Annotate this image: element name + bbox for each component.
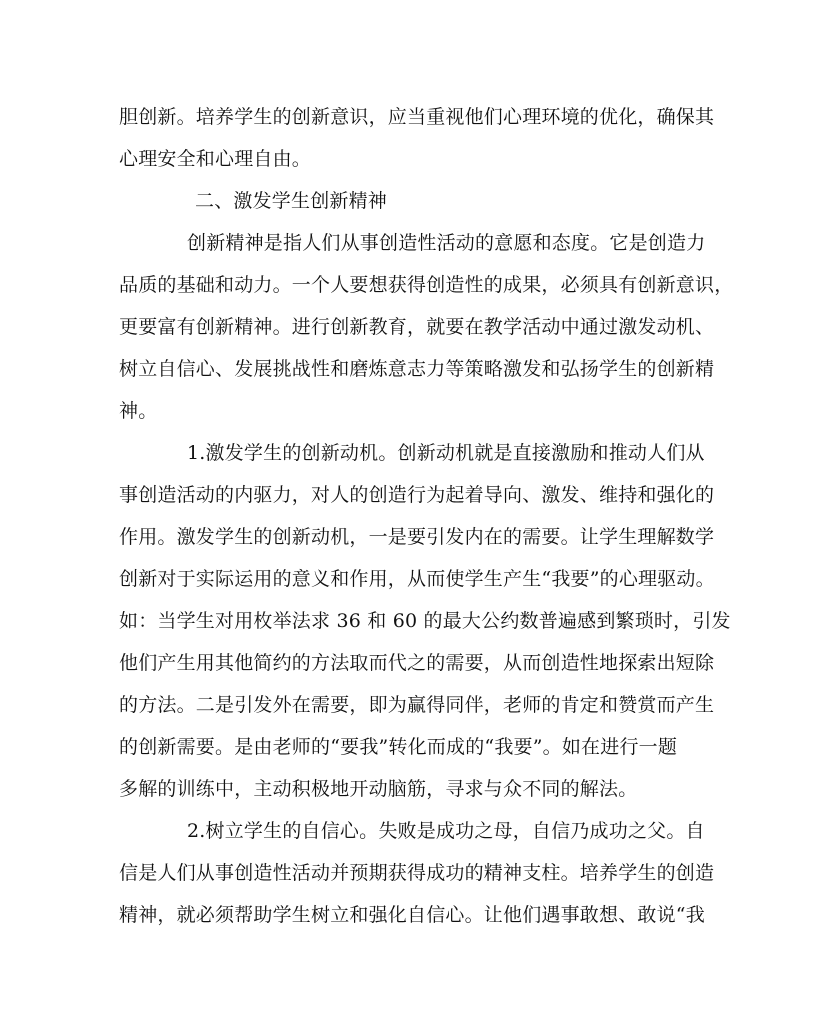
paragraph-line: 创新对于实际运用的意义和作用，从而使学生产生“我要”的心理驱动。: [119, 568, 715, 590]
paragraph-line: 事创造活动的内驱力，对人的创造行为起着导向、激发、维持和强化的: [119, 484, 715, 506]
paragraph-line: 信是人们从事创造性活动并预期获得成功的精神支柱。培养学生的创造: [119, 862, 715, 884]
paragraph-line: 胆创新。培养学生的创新意识，应当重视他们心理环境的优化，确保其: [119, 106, 715, 128]
paragraph-line: 如：当学生对用枚举法求 36 和 60 的最大公约数普遍感到繁琐时，引发: [119, 610, 731, 632]
paragraph-line: 精神，就必须帮助学生树立和强化自信心。让他们遇事敢想、敢说“我: [119, 904, 705, 926]
paragraph-line: 心理安全和心理自由。: [119, 148, 312, 170]
paragraph-line: 的创新需要。是由老师的“要我”转化而成的“我要”。如在进行一题: [119, 736, 678, 758]
paragraph-line: 作用。激发学生的创新动机，一是要引发内在的需要。让学生理解数学: [119, 526, 715, 548]
paragraph-line: 1.激发学生的创新动机。创新动机就是直接激励和推动人们从: [187, 442, 705, 464]
paragraph-line: 品质的基础和动力。一个人要想获得创造性的成果，必须具有创新意识，: [119, 274, 734, 296]
paragraph-line: 更要富有创新精神。进行创新教育，就要在教学活动中通过激发动机、: [119, 316, 715, 338]
paragraph-line: 的方法。二是引发外在需要，即为赢得同伴，老师的肯定和赞赏而产生: [119, 694, 715, 716]
paragraph-line: 2.树立学生的自信心。失败是成功之母，自信乃成功之父。自: [187, 820, 705, 842]
paragraph-line: 神。: [119, 400, 158, 422]
paragraph-line: 树立自信心、发展挑战性和磨炼意志力等策略激发和弘扬学生的创新精: [119, 358, 715, 380]
paragraph-line: 他们产生用其他简约的方法取而代之的需要，从而创造性地探索出短除: [119, 652, 715, 674]
section-heading: 二、激发学生创新精神: [195, 190, 388, 212]
paragraph-line: 多解的训练中，主动积极地开动脑筋，寻求与众不同的解法。: [119, 778, 638, 800]
paragraph-line: 创新精神是指人们从事创造性活动的意愿和态度。它是创造力: [187, 232, 706, 254]
